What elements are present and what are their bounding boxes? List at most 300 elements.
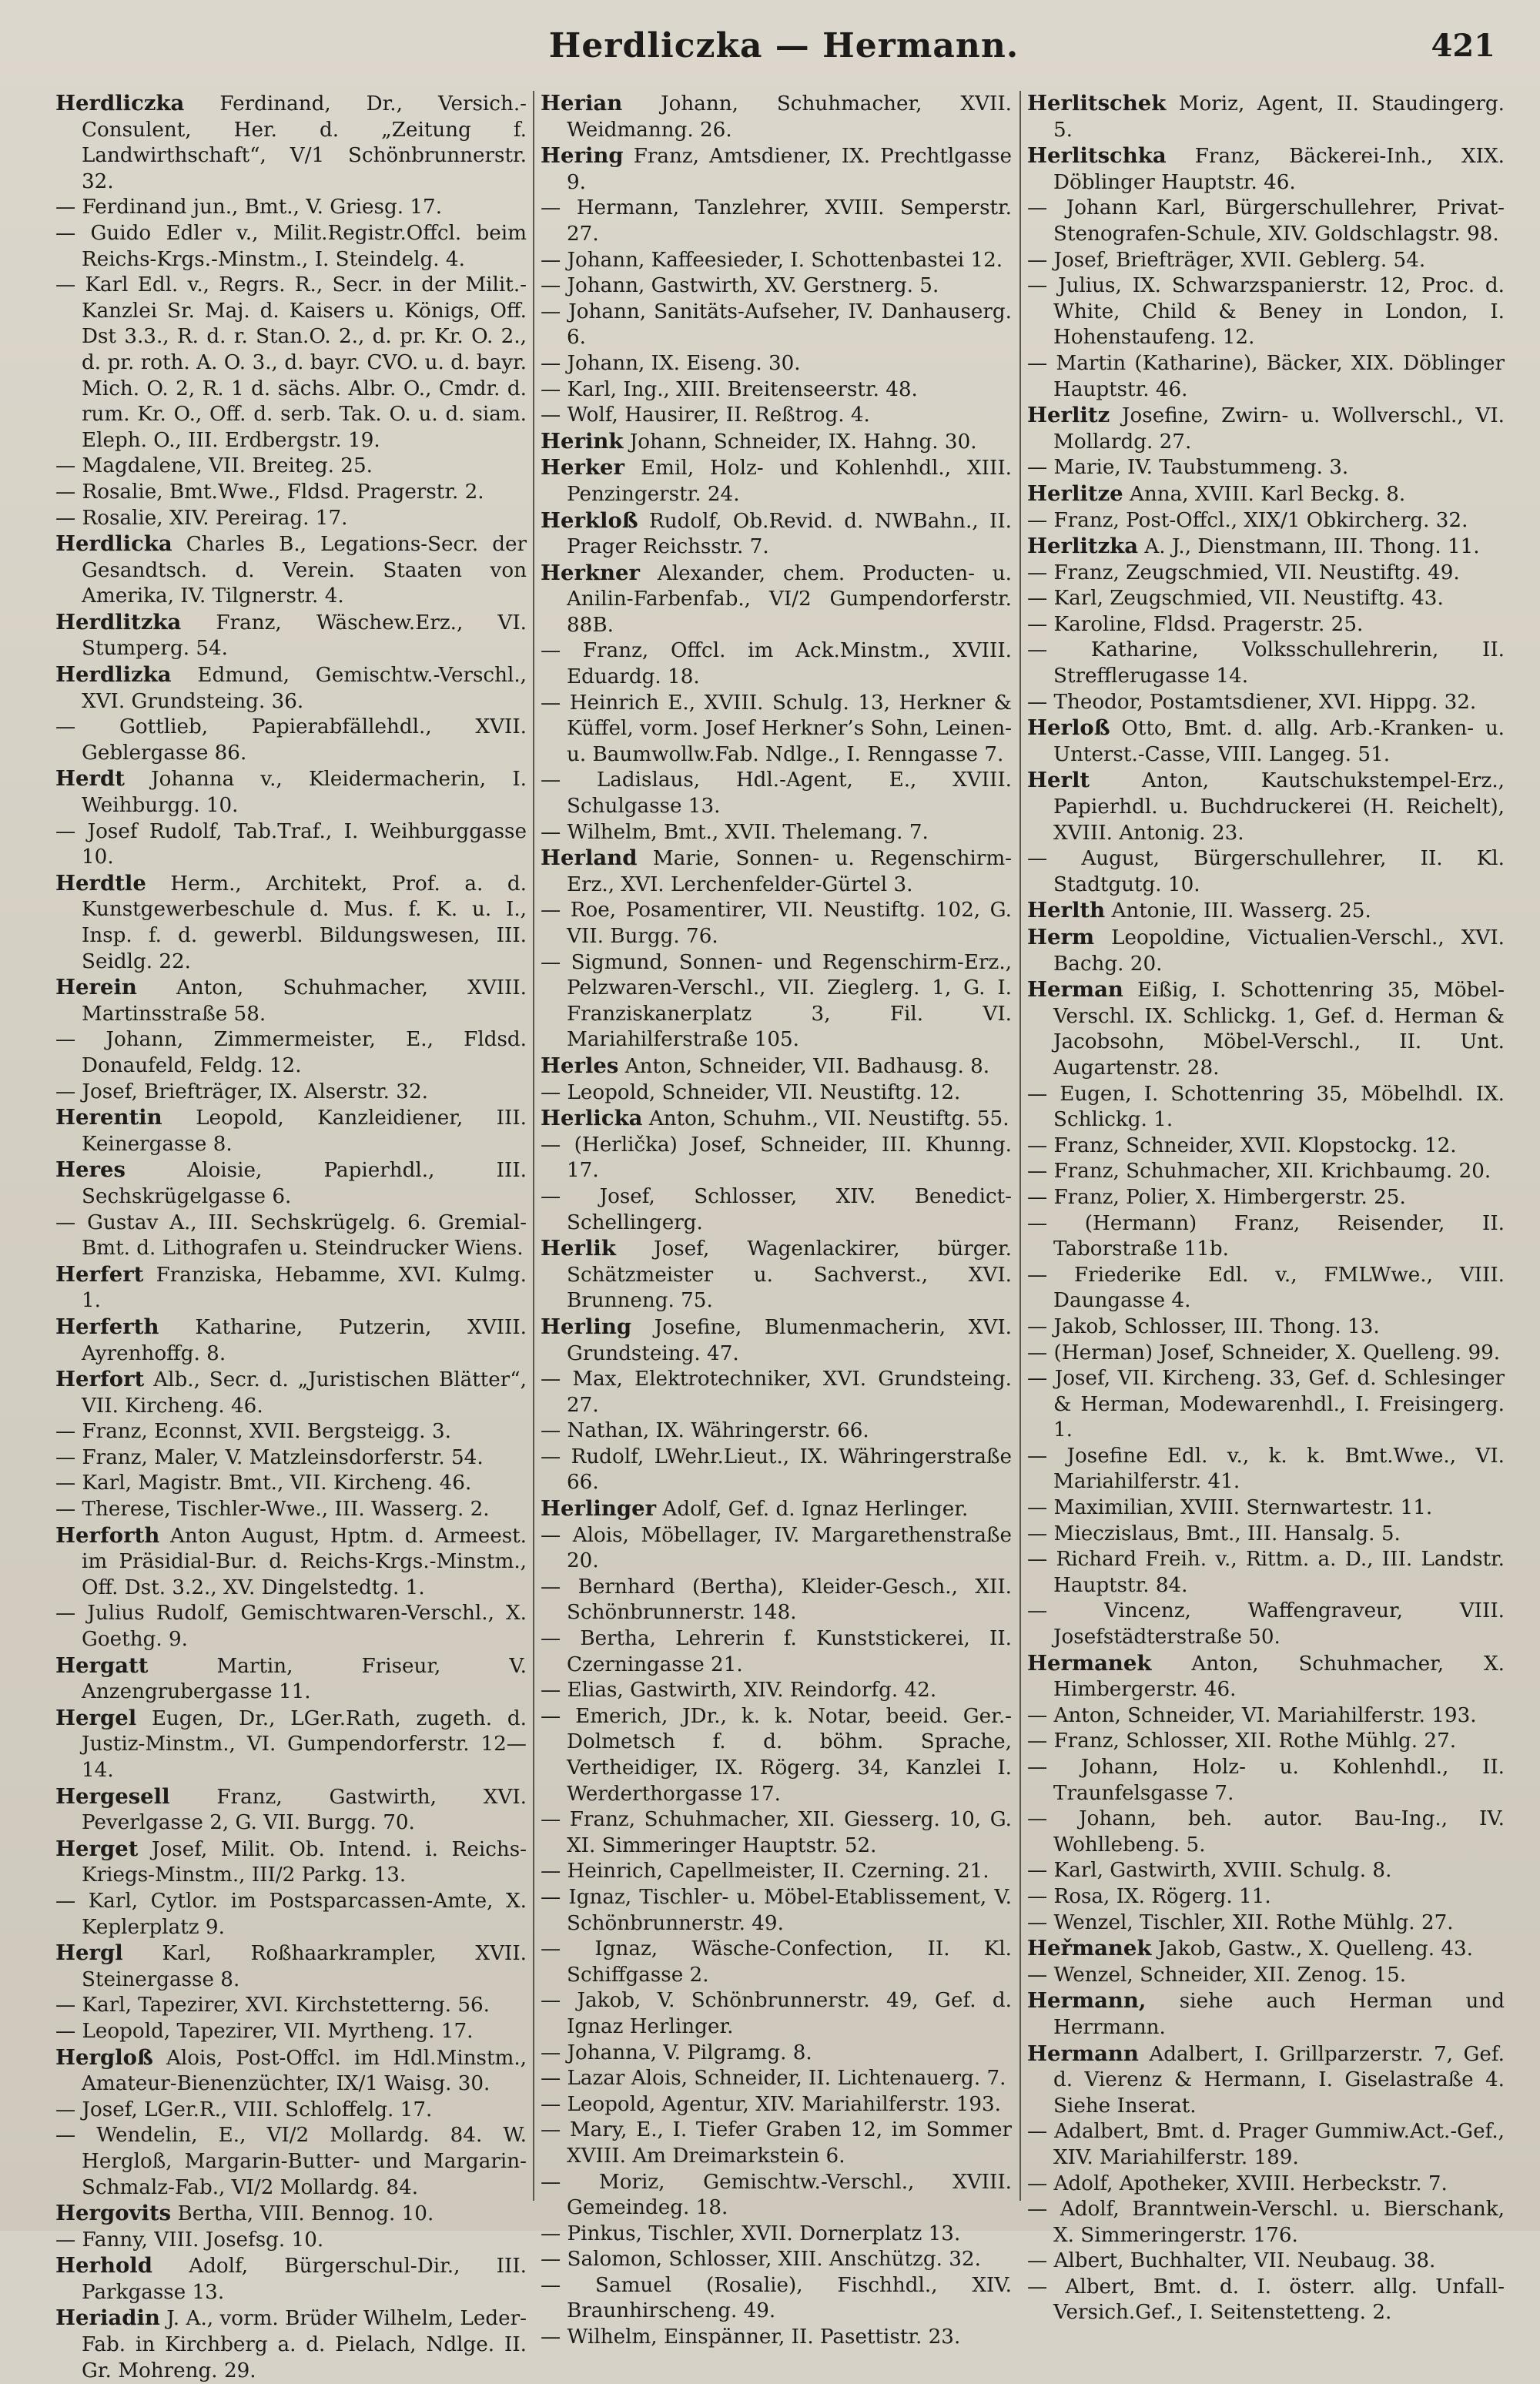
directory-entry: [541, 1236, 1012, 1314]
directory-entry: [1027, 2197, 1505, 2248]
entry-surname: Herdlicka: [55, 531, 172, 557]
entry-text: Johann, Schuhmacher, XVII. Weidmanng. 26.: [567, 92, 1012, 142]
entry-text: — Eugen, I. Schottenring 35, Möbelhdl. IX. Schlickg. 1.: [1027, 1082, 1505, 1132]
entry-surname: Herforth: [55, 1522, 160, 1548]
directory-entry: [55, 2228, 527, 2254]
directory-entry: [55, 1157, 527, 1210]
entry-text: — Franz, Maler, V. Matzleinsdorferstr. 54.: [55, 1445, 484, 1469]
entry-text: — Emerich, JDr., k. k. Notar, beeid. Ger.-Dolmetsch f. d. böhm. Sprache, Vertheidiger, IX. Rögerg. 34, Kanzlei I. Werderthorgasse 17.: [541, 1704, 1012, 1806]
entry-surname: Herlitschka: [1027, 143, 1167, 169]
entry-text: Alexander, chem. Producten- u. Anilin-Farbenfab., VI/2 Gumpendorferstr. 88B.: [567, 561, 1013, 637]
directory-entry: [55, 2253, 527, 2305]
entry-surname: Herlik: [541, 1236, 616, 1261]
entry-text: — Gustav A., III. Sechskrügelg. 6. Gremial-Bmt. d. Lithografen u. Steindrucker Wiens.: [55, 1210, 527, 1261]
directory-entry: [541, 300, 1012, 351]
entry-text: — Rosa, IX. Rögerg. 11.: [1027, 1884, 1271, 1908]
entry-text: — Gottlieb, Papierabfällehdl., XVII. Geblergasse 86.: [55, 715, 527, 765]
entry-text: — Salomon, Schlosser, XIII. Anschützg. 32.: [541, 2248, 981, 2272]
entry-text: — Josef Rudolf, Tab.Traf., I. Weihburggasse 10.: [55, 819, 527, 869]
entry-text: — Wendelin, E., VI/2 Mollardg. 84. W. Hergloß, Margarin-Butter- und Margarin-Schmalz-Fab., VI/2 Mollardg. 84.: [55, 2124, 527, 2199]
directory-entry: [55, 1314, 527, 1367]
directory-entry: [1027, 2248, 1505, 2275]
directory-entry: [541, 1367, 1012, 1418]
entry-text: Adolf, Bürgerschul-Dir., III. Parkgasse 13.: [82, 2255, 527, 2304]
directory-entry: [55, 2123, 527, 2201]
directory-entry: [1027, 1159, 1505, 1185]
entry-text: — Bernhard (Bertha), Kleider-Gesch., XII. Schönbrunnerstr. 148.: [541, 1575, 1012, 1625]
entry-text: Otto, Bmt. d. allg. Arb.-Kranken- u. Unterst.-Casse, VIII. Langeg. 51.: [1053, 717, 1505, 766]
entry-text: Johann, Schneider, IX. Hahng. 30.: [629, 430, 977, 454]
entry-text: — Karl, Zeugschmied, VII. Neustiftg. 43.: [1027, 587, 1444, 611]
entry-text: — Therese, Tischler-Wwe., III. Wasserg. 2.: [55, 1498, 490, 1522]
entry-text: Franziska, Hebamme, XVI. Kulmg. 1.: [82, 1263, 527, 1313]
directory-entry: [1027, 273, 1505, 351]
directory-entry: [541, 2273, 1012, 2325]
entry-text: — Roe, Posamentirer, VII. Neustiftg. 102, G. VII. Burgg. 76.: [541, 899, 1012, 948]
entry-text: — Bertha, Lehrerin f. Kunststickerei, II. Czerningasse 21.: [541, 1627, 1012, 1676]
directory-entry: [541, 1184, 1012, 1236]
directory-entry: [1027, 1755, 1505, 1806]
directory-entry: [55, 1706, 527, 1784]
directory-entry: [541, 2170, 1012, 2222]
directory-entry: [541, 1080, 1012, 1107]
directory-entry: [1027, 846, 1505, 898]
entry-text: — Karl, Ing., XIII. Breitenseerstr. 48.: [541, 377, 918, 401]
entry-text: — Heinrich E., XVIII. Schulg. 13, Herkner & Küffel, vorm. Josef Herkner’s Sohn, Leinen- u. Baumwollw.Fab. Ndlge., I. Renngasse 7.: [541, 691, 1012, 766]
entry-text: — Adolf, Branntwein-Verschl. u. Bierschank, X. Simmeringerstr. 176.: [1027, 2198, 1505, 2247]
entry-surname: Herfort: [55, 1367, 145, 1392]
entry-surname: Herlitschek: [1027, 91, 1167, 116]
entry-text: Charles B., Legations-Secr. der Gesandtsch. d. Verein. Staaten von Amerika, IV. Tilgnerstr. 4.: [82, 533, 527, 608]
directory-entry: [541, 273, 1012, 300]
entry-text: Leopoldine, Victualien-Verschl., XVI. Bachg. 20.: [1053, 926, 1505, 976]
entry-text: — Elias, Gastwirth, XIV. Reindorfg. 42.: [541, 1679, 937, 1703]
entry-text: — Karoline, Fldsd. Pragerstr. 25.: [1027, 612, 1364, 636]
directory-entry: [55, 2045, 527, 2098]
entry-text: — Josef, LGer.R., VIII. Schloffelg. 17.: [55, 2098, 433, 2121]
entry-text: — Franz, Polier, X. Himbergerstr. 25.: [1027, 1185, 1406, 1209]
entry-text: Franz, Wäschew.Erz., VI. Stumperg. 54.: [82, 611, 527, 661]
entry-surname: Herink: [541, 428, 624, 454]
directory-entry: [55, 2305, 527, 2384]
entry-text: — Wenzel, Schneider, XII. Zenog. 15.: [1027, 1963, 1407, 1987]
entry-text: — (Herman) Josef, Schneider, X. Quelleng. 99.: [1027, 1341, 1501, 1364]
entry-surname: Herman: [1027, 977, 1123, 1003]
directory-entry: [541, 1575, 1012, 1626]
entry-text: — Alois, Möbellager, IV. Margarethenstraße 20.: [541, 1523, 1012, 1573]
entry-text: — Moriz, Gemischtw.-Verschl., XVIII. Gemeindeg. 18.: [541, 2170, 1012, 2220]
directory-entry: [55, 531, 527, 610]
directory-entry: [1027, 1806, 1505, 1858]
entry-text: — Lazar Alois, Schneider, II. Lichtenauerg. 7.: [541, 2067, 1006, 2091]
entry-surname: Herkner: [541, 560, 641, 585]
directory-entry: [541, 143, 1012, 196]
entry-surname: Herlth: [1027, 898, 1106, 923]
entry-text: — Samuel (Rosalie), Fischhdl., XIV. Braunhirscheng. 49.: [541, 2273, 1012, 2323]
directory-entry: [1027, 143, 1505, 196]
directory-entry: [55, 1419, 527, 1445]
entry-text: — Sigmund, Sonnen- und Regenschirm-Erz., Pelzwaren-Verschl., VII. Zieglerg. 1, G. I. Franziskanerplatz 3, Fil. VI. Mariahilferstraße 105.: [541, 950, 1012, 1052]
directory-entry: [1027, 1547, 1505, 1599]
directory-entry: [1027, 481, 1505, 508]
entry-text: — Johann, Zimmermeister, E., Fldsd. Donaufeld, Feldg. 12.: [55, 1028, 527, 1077]
entry-text: — Josef, Schlosser, XIV. Benedict-Schellingerg.: [541, 1184, 1012, 1234]
directory-entry: [541, 1496, 1012, 1523]
entry-text: — Marie, IV. Taubstummeng. 3.: [1027, 456, 1349, 480]
entry-text: Ferdinand, Dr., Versich.-Consulent, Her. d. „Zeitung f. Landwirthschaft“, V/1 Schönbrunnerstr. 32.: [82, 92, 527, 193]
directory-entry: [55, 2019, 527, 2045]
entry-text: — Ladislaus, Hdl.-Agent, E., XVIII. Schulgasse 13.: [541, 768, 1012, 819]
entry-surname: Heřmanek: [1027, 1936, 1152, 1961]
entry-text: — Vincenz, Waffengraveur, VIII. Josefstädterstraße 50.: [1027, 1599, 1505, 1649]
entry-text: — Franz, Schneider, XVII. Klopstockg. 12.: [1027, 1133, 1457, 1157]
entry-text: — (Hermann) Franz, Reisender, II. Taborstraße 11b.: [1027, 1211, 1505, 1261]
directory-entry: [1027, 1495, 1505, 1522]
directory-entry: [55, 610, 527, 662]
entry-surname: Hergovits: [55, 2201, 172, 2226]
entry-text: — Karl, Magistr. Bmt., VII. Kircheng. 46.: [55, 1472, 472, 1495]
entry-text: — Albert, Buchhalter, VII. Neubaug. 38.: [1027, 2249, 1436, 2273]
directory-entry: [541, 91, 1012, 143]
directory-entry: [55, 221, 527, 273]
entry-text: — Johann, Gastwirth, XV. Gerstnerg. 5.: [541, 274, 939, 298]
page-number: 421: [1431, 28, 1495, 64]
directory-entry: [541, 1418, 1012, 1445]
entry-surname: Herferth: [55, 1314, 159, 1339]
directory-entry: [1027, 2119, 1505, 2171]
directory-entry: [55, 454, 527, 480]
directory-entry: [541, 1314, 1012, 1367]
entry-surname: Hergel: [55, 1705, 137, 1730]
directory-entry: [55, 1889, 527, 1940]
entry-surname: Herker: [541, 455, 625, 480]
entry-text: — Karl, Tapezirer, XVI. Kirchstetterng. 56.: [55, 1994, 490, 2017]
entry-text: Anton August, Hptm. d. Armeest. im Präsidial-Bur. d. Reichs-Krgs.-Minstm., Off. Dst. 3.2., XV. Dingelstedtg. 1.: [82, 1524, 527, 1599]
directory-entry: [55, 975, 527, 1027]
entry-surname: Herlinger: [541, 1496, 657, 1522]
entry-text: — Johann Karl, Bürgerschullehrer, Privat-Stenografen-Schule, XIV. Goldschlagstr. 98.: [1027, 196, 1505, 246]
entry-text: — Katharine, Volksschullehrerin, II. Strefflerugasse 14.: [1027, 638, 1505, 688]
directory-entry: [1027, 1314, 1505, 1341]
entry-surname: Herloß: [1027, 715, 1110, 741]
entry-text: — Adalbert, Bmt. d. Prager Gummiw.Act.-Gef., XIV. Mariahilferstr. 189.: [1027, 2120, 1505, 2169]
entry-text: Anton, Schuhmacher, X. Himbergerstr. 46.: [1053, 1652, 1505, 1702]
directory-entry: [1027, 2171, 1505, 2198]
entry-text: Martin, Friseur, V. Anzengrubergasse 11.: [82, 1654, 527, 1704]
directory-entry: [1027, 925, 1505, 977]
entry-text: A. J., Dienstmann, III. Thong. 11.: [1144, 535, 1480, 559]
directory-entry: [55, 2098, 527, 2124]
entry-text: — Theodor, Postamtsdiener, XVI. Hippg. 32.: [1027, 690, 1477, 714]
entry-text: Bertha, VIII. Bennog. 10.: [177, 2202, 434, 2226]
directory-entry: [1027, 1444, 1505, 1495]
entry-text: — (Herlička) Josef, Schneider, III. Khunng. 17.: [541, 1133, 1012, 1183]
entry-surname: Herfert: [55, 1261, 144, 1287]
entry-text: Josef, Milit. Ob. Intend. i. Reichs-Kriegs-Minstm., III/2 Parkg. 13.: [82, 1837, 527, 1887]
entry-text: — Heinrich, Capellmeister, II. Czerning. 21.: [541, 1860, 989, 1883]
directory-entry: [541, 1859, 1012, 1885]
directory-entry: [541, 2092, 1012, 2118]
entry-text: Anton, Kautschukstempel-Erz., Papierhdl. u. Buchdruckerei (H. Reichelt), XVIII. Antonig. 23.: [1053, 769, 1505, 845]
directory-entry: [1027, 1963, 1505, 1989]
directory-entry: [55, 1210, 527, 1262]
entry-surname: Hergl: [55, 1940, 123, 1966]
entry-surname: Heres: [55, 1157, 126, 1183]
entry-text: — Johann, Sanitäts-Aufseher, IV. Danhauserg. 6.: [541, 300, 1012, 350]
directory-entry: [55, 1523, 527, 1602]
directory-entry: [541, 638, 1012, 690]
entry-text: Josef, Wagenlackirer, bürger. Schätzmeister u. Sachverst., XVI. Brunneng. 75.: [567, 1237, 1012, 1313]
column-3: [1027, 91, 1505, 2325]
entry-surname: Hermann: [1027, 2041, 1139, 2066]
directory-entry: [1027, 455, 1505, 481]
directory-entry: [55, 1993, 527, 2019]
directory-entry: [1027, 1936, 1505, 1963]
entry-text: Alois, Post-Offcl. im Hdl.Minstm., Amateur-Bienenzüchter, IX/1 Waisg. 30.: [82, 2046, 527, 2096]
directory-entry: [55, 1471, 527, 1497]
directory-entry: [541, 429, 1012, 456]
directory-entry: [541, 950, 1012, 1053]
directory-entry: [55, 1784, 527, 1837]
column-divider: [533, 91, 534, 2201]
entry-text: — Josef, Briefträger, XVII. Geblerg. 54.: [1027, 248, 1426, 272]
column-2: [541, 91, 1013, 2349]
entry-text: — Josefine Edl. v., k. k. Bmt.Wwe., VI. Mariahilferstr. 41.: [1027, 1444, 1505, 1494]
entry-text: — Guido Edler v., Milit.Registr.Offcl. beim Reichs-Krgs.-Minstm., I. Steindelg. 4.: [55, 221, 527, 271]
entry-surname: Herian: [541, 91, 623, 116]
directory-entry: [541, 768, 1012, 819]
directory-entry: [541, 455, 1012, 507]
directory-entry: [1027, 1082, 1505, 1133]
directory-entry: [55, 1445, 527, 1472]
directory-entry: [1027, 508, 1505, 534]
entry-surname: Herling: [541, 1314, 632, 1339]
directory-entry: [1027, 1366, 1505, 1444]
directory-entry: [55, 1653, 527, 1706]
directory-entry: [1027, 612, 1505, 638]
directory-entry: [55, 91, 527, 195]
directory-entry: [541, 898, 1012, 949]
entry-text: — Johann, IX. Eiseng. 30.: [541, 351, 801, 375]
directory-entry: [1027, 638, 1505, 689]
entry-text: — Rosalie, XIV. Pereirag. 17.: [55, 506, 348, 530]
entry-text: — Adolf, Apotheker, XVIII. Herbeckstr. 7.: [1027, 2171, 1448, 2195]
directory-entry: [541, 1106, 1012, 1133]
entry-surname: Hergesell: [55, 1783, 170, 1809]
directory-entry: [55, 1837, 527, 1889]
entry-surname: Herget: [55, 1836, 139, 1861]
entry-text: — Josef, VII. Kircheng. 33, Gef. d. Schlesinger & Herman, Modewarenhdl., I. Freisingerg. 1.: [1027, 1367, 1505, 1442]
entry-text: Anton, Schneider, VII. Badhausg. 8.: [624, 1054, 990, 1078]
entry-text: — Anton, Schneider, VI. Mariahilferstr. 193.: [1027, 1703, 1477, 1727]
entry-text: — Leopold, Schneider, VII. Neustiftg. 12.: [541, 1080, 961, 1104]
directory-entry: [541, 1807, 1012, 1859]
entry-text: Rudolf, Ob.Revid. d. NWBahn., II. Prager Reichsstr. 7.: [567, 509, 1012, 559]
entry-surname: Herdtle: [55, 870, 146, 896]
directory-entry: [55, 1262, 527, 1314]
entry-surname: Herland: [541, 845, 638, 871]
directory-entry: [541, 196, 1012, 247]
directory-entry: [55, 2201, 527, 2228]
entry-surname: Herles: [541, 1053, 619, 1078]
entry-text: — Karl Edl. v., Regrs. R., Secr. in der Milit.-Kanzlei Sr. Maj. d. Kaisers u. Königs, Off. Dst 3.3., R. d. r. Stan.O. 2., d. pr. Kr. O. 2., d. pr. roth. A. O. 3., d. bayr. CVO. u. d. bayr. Mich. O. 2, R. 1 d. sächs. Albr. O., Cmdr. d. rum. Kr. O., Off. d. serb. Tak. O. u. d. siam. Eleph. O., III. Erdbergstr. 19.: [55, 273, 527, 452]
entry-text: — Franz, Econnst, XVII. Bergsteigg. 3.: [55, 1420, 451, 1444]
entry-text: — Johanna, V. Pilgramg. 8.: [541, 2041, 812, 2064]
entry-surname: Herein: [55, 975, 137, 1000]
entry-text: — Richard Freih. v., Rittm. a. D., III. Landstr. Hauptstr. 84.: [1027, 1548, 1505, 1597]
entry-text: — August, Bürgerschullehrer, II. Kl. Stadtgutg. 10.: [1027, 847, 1505, 896]
entry-text: — Leopold, Tapezirer, VII. Myrtheng. 17.: [55, 2019, 474, 2043]
directory-entry: [541, 1885, 1012, 1937]
directory-entry: [541, 1626, 1012, 1678]
directory-entry: [1027, 1884, 1505, 1910]
directory-entry: [541, 377, 1012, 403]
entry-text: Eißig, I. Schottenring 35, Möbel-Verschl. IX. Schlickg. 1, Gef. d. Herman & Jacobsohn, Möbel-Verschl., II. Unt. Augartenstr. 28.: [1053, 979, 1505, 1080]
directory-entry: [541, 820, 1012, 846]
entry-text: Eugen, Dr., LGer.Rath, zugeth. d. Justiz-Minstm., VI. Gumpendorferstr. 12—14.: [82, 1706, 527, 1782]
directory-entry: [541, 2222, 1012, 2248]
entry-text: — Ignaz, Wäsche-Confection, II. Kl. Schiffgasse 2.: [541, 1937, 1012, 1987]
entry-surname: Herm: [1027, 925, 1095, 949]
entry-surname: Hergloß: [55, 2044, 153, 2070]
entry-text: J. A., vorm. Brüder Wilhelm, Leder-Fab. in Kirchberg a. d. Pielach, Ndlge. II. Gr. Mohreng. 29.: [82, 2307, 527, 2382]
entry-text: — Wilhelm, Einspänner, II. Pasettistr. 23.: [541, 2325, 961, 2349]
directory-entry: [55, 715, 527, 766]
entry-text: Herm., Architekt, Prof. a. d. Kunstgewerbeschule d. Mus. f. K. u. I., Insp. f. d. gewerbl. Bildungswesen, III. Seidlg. 22.: [82, 872, 527, 973]
directory-entry: [541, 2247, 1012, 2273]
directory-entry: [1027, 1703, 1505, 1729]
page-header: [55, 22, 1512, 91]
entry-text: Karl, Roßhaarkrampler, XVII. Steinergasse 8.: [82, 1942, 527, 1991]
entry-surname: Herlitze: [1027, 480, 1123, 506]
entry-surname: Herkloß: [541, 507, 638, 533]
entry-text: Anton, Schuhm., VII. Neustiftg. 55.: [648, 1107, 1009, 1131]
entry-text: — Franz, Schuhmacher, XII. Krichbaumg. 20.: [1027, 1160, 1491, 1184]
entry-text: — Franz, Schlosser, XII. Rothe Mühlg. 27.: [1027, 1729, 1457, 1753]
directory-entry: [55, 1940, 527, 1993]
directory-entry: [541, 2066, 1012, 2092]
entry-text: Alb., Secr. d. „Juristischen Blätter“, VII. Kircheng. 46.: [82, 1368, 527, 1418]
entry-text: — Fanny, VIII. Josefsg. 10.: [55, 2228, 324, 2252]
directory-entry: [55, 480, 527, 506]
directory-entry: [541, 691, 1012, 768]
directory-entry: [55, 1601, 527, 1652]
directory-entry: [55, 1367, 527, 1419]
directory-entry: [541, 1133, 1012, 1184]
directory-entry: [55, 1080, 527, 1106]
entry-surname: Hergatt: [55, 1652, 149, 1678]
entry-text: — Wolf, Hausirer, II. Reßtrog. 4.: [541, 403, 870, 427]
entry-text: — Pinkus, Tischler, XVII. Dornerplatz 13.: [541, 2222, 961, 2245]
entry-surname: Herlt: [1027, 768, 1090, 793]
directory-entry: [1027, 403, 1505, 455]
entry-text: — Jakob, Schlosser, III. Thong. 13.: [1027, 1314, 1380, 1338]
directory-entry: [541, 2118, 1012, 2169]
directory-entry: [1027, 1858, 1505, 1884]
entry-text: Anna, XVIII. Karl Beckg. 8.: [1130, 482, 1406, 506]
directory-entry: [1027, 196, 1505, 247]
directory-entry: [541, 1678, 1012, 1704]
entry-text: Adalbert, I. Grillparzerstr. 7, Gef. d. Vierenz & Hermann, I. Giselastraße 4. Siehe Inserat.: [1053, 2042, 1505, 2118]
entry-surname: Herlitz: [1027, 403, 1110, 428]
directory-entry: [541, 1523, 1012, 1575]
entry-text: — Johann, beh. autor. Bau-Ing., IV. Wohllebeng. 5.: [1027, 1807, 1505, 1857]
entry-text: — Franz, Schuhmacher, XII. Giesserg. 10, G. XI. Simmeringer Hauptstr. 52.: [541, 1808, 1012, 1857]
directory-entry: [1027, 1211, 1505, 1263]
entry-text: Johanna v., Kleidermacherin, I. Weihburgg. 10.: [82, 768, 527, 818]
entry-text: Franz, Bäckerei-Inh., XIX. Döblinger Hauptstr. 46.: [1053, 145, 1505, 194]
entry-surname: Herlitzka: [1027, 534, 1139, 559]
directory-entry: [541, 248, 1012, 274]
entry-text: — Julius, IX. Schwarzspanierstr. 12, Proc. d. White, Child & Beney in London, I. Hohenstaufeng. 12.: [1027, 274, 1505, 350]
entry-text: — Mieczislaus, Bmt., III. Hansalg. 5.: [1027, 1522, 1401, 1545]
directory-entry: [55, 819, 527, 871]
entry-surname: Herdt: [55, 766, 125, 792]
column-divider: [1019, 91, 1021, 2201]
directory-entry: [1027, 91, 1505, 143]
entry-text: — Maximilian, XVIII. Sternwartestr. 11.: [1027, 1496, 1433, 1520]
entry-text: — Karl, Gastwirth, XVIII. Schulg. 8.: [1027, 1859, 1392, 1883]
directory-columns: [55, 91, 1512, 2382]
entry-text: Josefine, Blumenmacherin, XVI. Grundsteing. 47.: [567, 1315, 1013, 1365]
entry-text: Anton, Schuhmacher, XVIII. Martinsstraße 58.: [82, 976, 527, 1026]
directory-entry: [1027, 1599, 1505, 1650]
entry-surname: Hering: [541, 143, 624, 169]
entry-surname: Herdlizka: [55, 662, 172, 688]
entry-text: Katharine, Putzerin, XVIII. Ayrenhoffg. 8.: [82, 1315, 527, 1365]
directory-entry: [541, 1988, 1012, 2040]
directory-entry: [1027, 715, 1505, 768]
directory-entry: [1027, 561, 1505, 587]
directory-entry: [541, 1704, 1012, 1807]
entry-text: — Wilhelm, Bmt., XVII. Thelemang. 7.: [541, 820, 929, 844]
directory-entry: [55, 1105, 527, 1157]
entry-text: — Ferdinand jun., Bmt., V. Griesg. 17.: [55, 196, 443, 219]
directory-entry: [1027, 1729, 1505, 1755]
directory-entry: [1027, 586, 1505, 612]
directory-entry: [541, 561, 1012, 639]
entry-text: — Karl, Cytlor. im Postsparcassen-Amte, X. Keplerplatz 9.: [55, 1889, 527, 1939]
entry-surname: Herdlitzka: [55, 609, 182, 635]
directory-entry: [541, 351, 1012, 377]
directory-entry: [1027, 977, 1505, 1081]
entry-text: Edmund, Gemischtw.-Verschl., XVI. Grundsteing. 36.: [82, 664, 527, 713]
entry-text: Jakob, Gastw., X. Quelleng. 43.: [1157, 1937, 1473, 1961]
entry-text: Marie, Sonnen- u. Regenschirm-Erz., XVI. Lerchenfelder-Gürtel 3.: [567, 847, 1013, 896]
entry-surname: Herentin: [55, 1105, 162, 1130]
directory-entry: [1027, 1988, 1505, 2041]
entry-text: Aloisie, Papierhdl., III. Sechskrügelgasse 6.: [82, 1159, 527, 1208]
directory-entry: [55, 506, 527, 532]
directory-entry: [1027, 1185, 1505, 1211]
entry-text: — Josef, Briefträger, IX. Alserstr. 32.: [55, 1080, 428, 1103]
directory-entry: [1027, 2275, 1505, 2326]
directory-entry: [541, 2041, 1012, 2067]
entry-text: — Friederike Edl. v., FMLWwe., VIII. Daungasse 4.: [1027, 1263, 1505, 1313]
entry-surname: Herhold: [55, 2253, 152, 2279]
directory-entry: [1027, 248, 1505, 274]
directory-entry: [541, 2325, 1012, 2351]
entry-text: — Rudolf, LWehr.Lieut., IX. Währingerstraße 66.: [541, 1445, 1012, 1495]
entry-text: — Franz, Zeugschmied, VII. Neustiftg. 49.: [1027, 561, 1460, 584]
entry-text: — Johann, Holz- u. Kohlenhdl., II. Traunfelsgasse 7.: [1027, 1756, 1505, 1805]
entry-text: Antonie, III. Wasserg. 25.: [1111, 899, 1371, 923]
directory-entry: [1027, 690, 1505, 716]
entry-text: — Franz, Post-Offcl., XIX/1 Obkircherg. 32.: [1027, 508, 1468, 532]
directory-entry: [55, 766, 527, 819]
directory-entry: [55, 662, 527, 715]
entry-text: Emil, Holz- und Kohlenhdl., XIII. Penzingerstr. 24.: [567, 457, 1013, 506]
